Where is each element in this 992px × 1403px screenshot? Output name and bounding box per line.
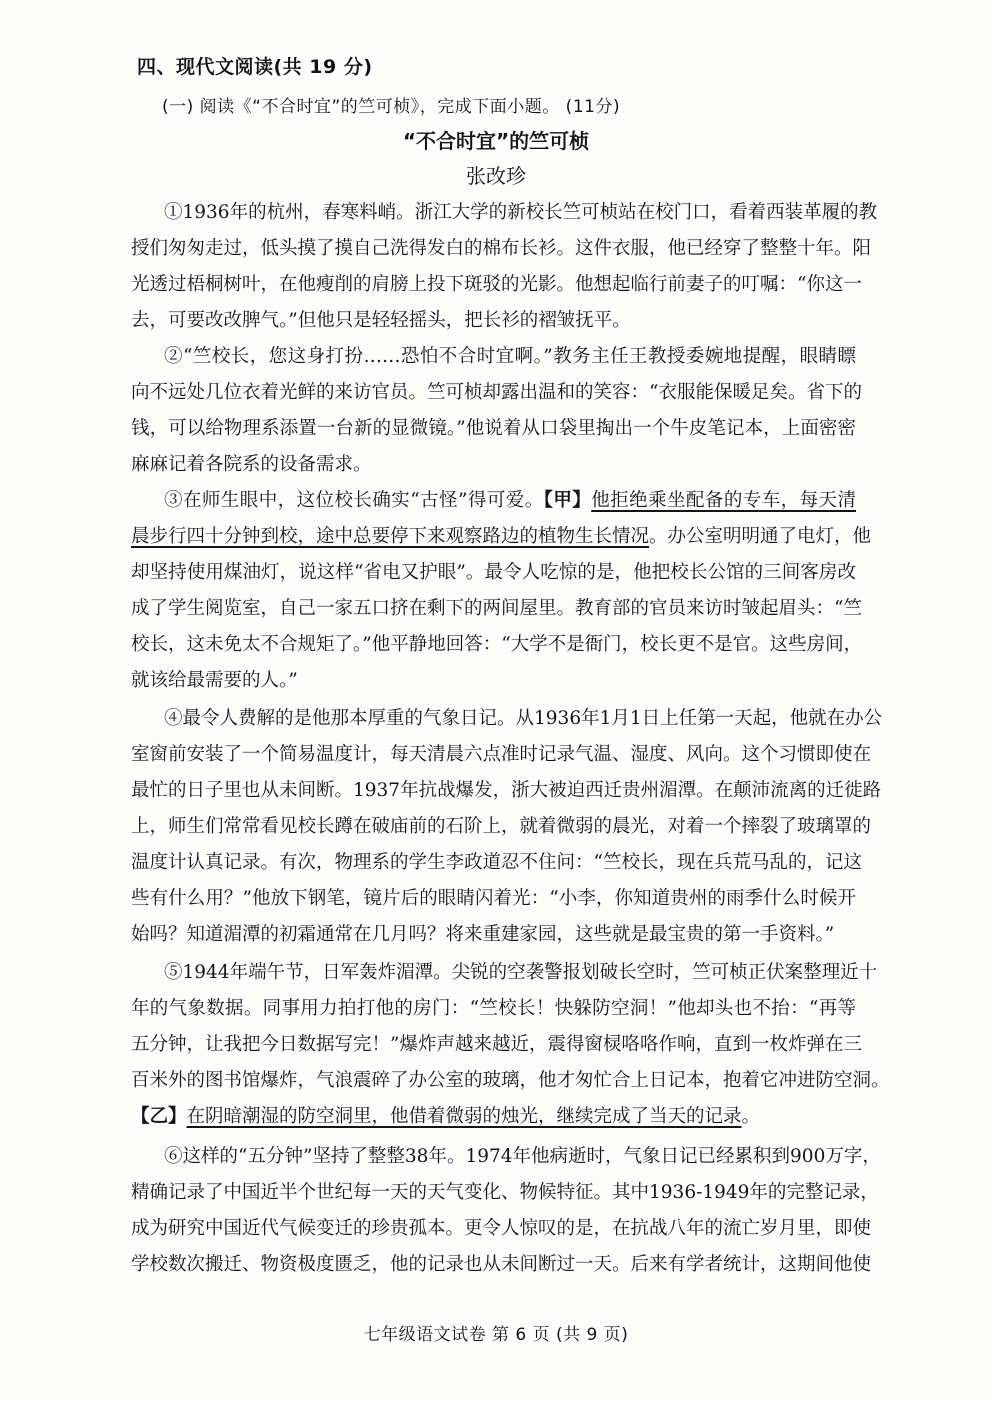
paragraph-3-line: [164, 488, 856, 514]
paragraph-2-line: 向不远处几位衣着光鲜的来访官员。竺可桢却露出温和的笑容：“衣服能保暖足矣。省下的: [131, 382, 862, 403]
paragraph-3-line: 却坚持使用煤油灯，说这样“省电又护眼”。最令人吃惊的是，他把校长公馆的三间客房改: [131, 562, 856, 583]
paragraph-1-line: 授们匆匆走过，低头摸了摸自己洗得发白的棉布长衫。这件衣服，他已经穿了整整十年。阳: [131, 238, 872, 259]
underlined-sentence-jia: 晨步行四十分钟到校，途中总要停下来观察路边的植物生长情况: [131, 526, 650, 547]
paragraph-5-text: 。: [741, 1106, 761, 1127]
article-author: 张改珍: [466, 164, 526, 188]
paragraph-5-line: 五分钟，让我把今日数据写完！”爆炸声越来越近，震得窗棂咯咯作响，直到一枚炸弹在三: [131, 1034, 862, 1055]
paragraph-4-line: ④最令人费解的是他那本厚重的气象日记。从1936年1月1日上任第一天起，他就在办公: [164, 708, 883, 729]
paragraph-6-line: ⑥这样的“五分钟”坚持了整整38年。1974年他病逝时，气象日记已经累积到900万字，: [164, 1146, 881, 1167]
paragraph-4-line: 上，师生们常常看见校长蹲在破庙前的石阶上，就着微弱的晨光，对着一个摔裂了玻璃罩的: [131, 816, 872, 837]
paragraph-2-line: 钱，可以给物理系添置一台新的显微镜。”他说着从口袋里掏出一个牛皮笔记本，上面密密: [131, 418, 856, 439]
marker-yi: 【乙】: [131, 1106, 187, 1127]
paragraph-3-line: 成了学生阅览室，自己一家五口挤在剩下的两间屋里。教育部的官员来访时皱起眉头：“竺: [131, 598, 862, 619]
paragraph-3-text: 。办公室明明通了电灯，他: [649, 526, 872, 547]
paragraph-1-line: 光透过梧桐树叶，在他瘦削的肩膀上投下斑驳的光影。他想起临行前妻子的叮嘱：“你这一: [131, 274, 862, 295]
underlined-sentence-jia: 他拒绝乘坐配备的专车，每天清: [591, 490, 856, 511]
paragraph-4-line: 最忙的日子里也从未间断。1937年抗战爆发，浙大被迫西迁贵州湄潭。在颠沛流离的迁徙路: [131, 780, 882, 801]
paragraph-4-line: 些有什么用？”他放下钢笔，镜片后的眼睛闪着光：“小李，你知道贵州的雨季什么时候开: [131, 888, 856, 909]
paragraph-4-line: 始吗？知道湄潭的初霜通常在几月吗？将来重建家园，这些就是最宝贵的第一手资料。”: [131, 924, 835, 945]
underlined-sentence-yi: 在阴暗潮湿的防空洞里，他借着微弱的烛光，继续完成了当天的记录: [186, 1106, 742, 1127]
article-title: “不合时宜”的竺可桢: [402, 129, 590, 153]
paragraph-3-line: 校长，这未免太不合规矩了。”他平静地回答：“大学不是衙门，校长更不是官。这些房间，: [131, 634, 863, 655]
paragraph-2-line: 麻麻记着各院系的设备需求。: [131, 454, 372, 475]
paragraph-5-line: ⑤1944年端午节，日军轰炸湄潭。尖锐的空袭警报划破长空时，竺可桢正伏案整理近十: [164, 962, 878, 983]
paragraph-1-line: ①1936年的杭州，春寒料峭。浙江大学的新校长竺可桢站在校门口，看着西装革履的教: [164, 202, 878, 223]
paragraph-4-line: 室窗前安装了一个简易温度计，每天清晨六点准时记录气温、湿度、风向。这个习惯即使在: [131, 744, 872, 765]
paragraph-5-line: 年的气象数据。同事用力拍打他的房门：“竺校长！快躲防空洞！”他却头也不抬：“再等: [131, 998, 856, 1019]
paragraph-1-line: 去，可要改改脾气。”但他只是轻轻摇头，把长衫的褶皱抚平。: [131, 310, 631, 331]
reading-instruction: (一) 阅读《“不合时宜”的竺可桢》，完成下面小题。 (11分): [162, 97, 621, 117]
paragraph-5-line: 百米外的图书馆爆炸，气浪震碎了办公室的玻璃，他才匆忙合上日记本，抱着它冲进防空洞。: [131, 1070, 890, 1091]
paragraph-3-line: 就该给最需要的人。”: [131, 670, 298, 691]
paragraph-6-line: 学校数次搬迁、物资极度匮乏，他的记录也从未间断过一天。后来有学者统计，这期间他使: [131, 1254, 872, 1275]
page-footer: 七年级语文试卷 第 6 页 (共 9 页): [363, 1325, 629, 1345]
marker-jia: 【甲】: [543, 490, 592, 511]
paragraph-4-line: 温度计认真记录。有次，物理系的学生李政道忍不住问：“竺校长，现在兵荒马乱的，记这: [131, 852, 862, 873]
paragraph-3-text: ③在师生眼中，这位校长确实“古怪”得可爱。: [164, 490, 544, 511]
paragraph-6-line: 精确记录了中国近半个世纪每一天的天气变化、物候特征。其中1936-1949年的完整记录，: [131, 1182, 879, 1203]
paragraph-6-line: 成为研究中国近代气候变迁的珍贵孤本。更令人惊叹的是，在抗战八年的流亡岁月里，即使: [131, 1218, 872, 1239]
paragraph-3-line: [131, 524, 872, 550]
paragraph-5-line: [131, 1104, 856, 1130]
paragraph-2-line: ②“竺校长，您这身打扮……恐怕不合时宜啊。”教务主任王教授委婉地提醒，眼睛瞟: [164, 346, 856, 367]
section-heading: 四、现代文阅读(共 19 分): [137, 56, 373, 78]
